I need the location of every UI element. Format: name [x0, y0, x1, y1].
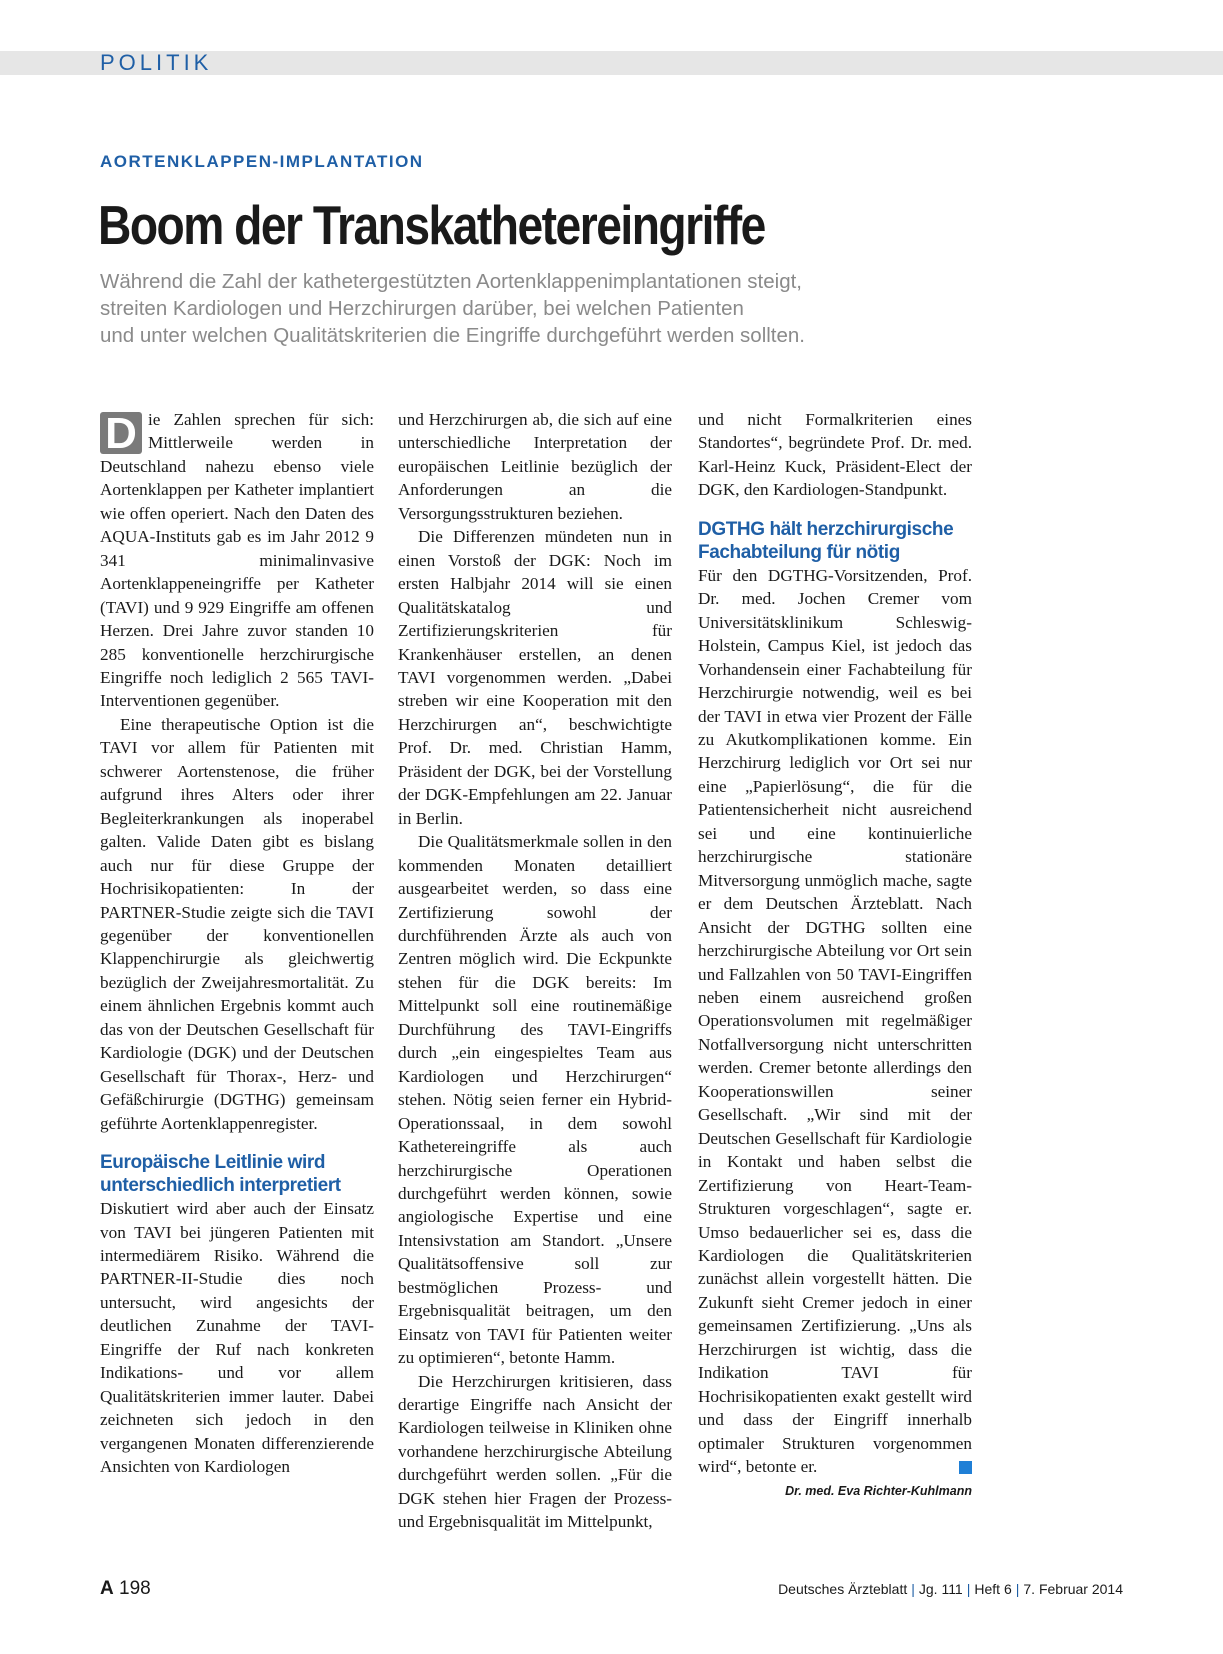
lede-line: und unter welchen Qualitätskriterien die Eingriffe durchgeführt werden sollten.	[100, 324, 805, 347]
paragraph: Diskutiert wird aber auch der Einsatz von TAVI bei jüngeren Patienten mit intermediärem Risiko. Während die PARTNER-II-Studie dies noch untersucht, wird angesichts der deutlichen Zunahme der TAVI-Eingriffe der Ruf nach konkreten Indikations- und vor allem Qualitätskriterien immer lauter. Dabei zeichneten sich jedoch in den vergangenen Monaten differenzierende Ansichten von Kardiologen	[100, 1199, 374, 1477]
kicker: AORTENKLAPPEN-IMPLANTATION	[100, 152, 424, 171]
section-label: POLITIK	[100, 50, 213, 75]
column-2	[398, 408, 672, 1534]
paragraph: Für den DGTHG-Vorsitzenden, Prof. Dr. med. Jochen Cremer vom Universitätsklinikum Schleswig-Holstein, Campus Kiel, ist jedoch das Vorhandensein einer Fachabteilung für Herzchirurgie notwendig, weil es bei der TAVI in etwa vier Prozent der Fälle zu Akutkomplikationen komme. Ein Herzchirurg lediglich vor Ort sei nur eine „Papierlösung“, die für die Patientensicherheit nicht ausreichend sei und eine kontinuierliche herzchirurgische stationäre Mitversorgung unmöglich mache, sagte er dem Deutschen Ärzteblatt. Nach Ansicht der DGTHG sollten eine herzchirurgische Abteilung vor Ort sein und Fallzahlen von 50 TAVI-Eingriffen neben einem ausreichend großen Operationsvolumen mit regelmäßiger Notfallversorgung nicht unterschritten werden. Cremer betonte allerdings den Kooperationswillen seiner Gesellschaft. „Wir sind mit der Deutschen Gesellschaft für Kardiologie in Kontakt und haben selbst die Zertifizierung von Heart-Team-Strukturen vorgeschlagen“, sagte er. Umso bedauerlicher sei es, dass die Kardiologen die Qualitätskriterien zunächst allein vorgestellt hätten. Die Zukunft sieht Cremer jedoch in einer gemeinsamen Zertifizierung. „Uns als Herzchirurgen ist wichtig, dass die Indikation TAVI für Hochrisikopatienten exakt gestellt wird und dass der Eingriff innerhalb optimaler Strukturen vorgenommen wird“, betonte er.	[698, 565, 972, 1477]
volume: Jg. 111	[918, 1581, 963, 1597]
paragraph: Die Herzchirurgen kritisieren, dass derartige Eingriffe nach Ansicht der Kardiologen teilweise in Kliniken ohne vorhandene herzchirurgische Abteilung durchgeführt werden sollen. „Für die DGK stehen hier Fragen der Prozess- und Ergebnisqualität im Mittelpunkt,	[398, 1371, 672, 1532]
paragraph: Die Differenzen mündeten nun in einen Vorstoß der DGK: Noch im ersten Halbjahr 2014 will sie einen Qualitätskatalog und Zertifizierungskriterien für Krankenhäuser erstellen, an denen TAVI vorgenommen werden. „Dabei streben wir eine Kooperation mit den Herzchirurgen an“, beschwichtigte Prof. Dr. med. Christian Hamm, Präsident der DGK, bei der Vorstellung der DGK-Empfehlungen am 22. Januar in Berlin.	[398, 527, 672, 828]
subheading: Europäische Leitlinie wird unterschiedlich interpretiert	[100, 1152, 341, 1197]
paragraph: D ie Zahlen sprechen für sich: Mittlerweile werden in Deutschland nahezu ebenso viele Aortenklappen per Katheter implantiert wie offen operiert. Nach den Daten des AQUA-Instituts gab es im Jahr 2012 9 341 minimalinvasive Aortenklappeneingriffe per Katheter (TAVI) und 9 929 Eingriffe am offenen Herzen. Drei Jahre zuvor standen 10 285 konventionelle herzchirurgische Eingriffe noch lediglich 2 565 TAVI-Interventionen gegenüber.	[100, 409, 374, 711]
headline: Boom der Transkathetereingriffe	[98, 194, 765, 256]
issue: Heft 6	[974, 1581, 1012, 1597]
page-number: A 198	[100, 1578, 151, 1599]
journal-footer: Deutsches Ärzteblatt | Jg. 111 | Heft 6 | 7. Februar 2014	[778, 1581, 1123, 1597]
journal-name: Deutsches Ärzteblatt	[778, 1581, 908, 1597]
lede-line: Während die Zahl der kathetergestützten Aortenklappenimplantationen steigt,	[100, 270, 802, 293]
author-byline: Dr. med. Eva Richter-Kuhlmann	[785, 1484, 972, 1499]
paragraph: und Herzchirurgen ab, die sich auf eine unterschiedliche Interpretation der europäischen Leitlinie bezüglich der Anforderungen an die Versorgungsstrukturen beziehen.	[398, 410, 672, 523]
column-3	[698, 408, 972, 1502]
date: 7. Februar 2014	[1023, 1581, 1123, 1597]
paragraph: Eine therapeutische Option ist die TAVI vor allem für Patienten mit schwerer Aortenstenose, die früher aufgrund ihres Alters oder ihrer Begleiterkrankungen als inoperabel galten. Valide Daten gibt es bislang auch nur für diese Gruppe der Hochrisikopatienten: In der PARTNER-Studie zeigte sich die TAVI gegenüber der konventionellen Klappenchirurgie als gleichwertig bezüglich der Zweijahresmortalität. Zu einem ähnlichen Ergebnis kommt auch das von der Deutschen Gesellschaft für Kardiologie (DGK) und der Deutschen Gesellschaft für Thorax-, Herz- und Gefäßchirurgie (DGTHG) gemeinsam geführte Aortenklappenregister.	[100, 714, 374, 1133]
paragraph: und nicht Formalkriterien eines Standortes“, begründete Prof. Dr. med. Karl-Heinz Kuck, Präsident-Elect der DGK, den Kardiologen-Standpunkt.	[698, 410, 972, 500]
drop-cap: D	[100, 412, 142, 454]
subheading: DGTHG hält herzchirurgische Fachabteilung für nötig	[698, 518, 954, 563]
lede	[100, 268, 980, 349]
lede-line: streiten Kardiologen und Herzchirurgen darüber, bei welchen Patienten	[100, 297, 744, 320]
end-mark-icon	[959, 1461, 972, 1474]
paragraph: Die Qualitätsmerkmale sollen in den kommenden Monaten detailliert ausgearbeitet werden, so dass eine Zertifizierung sowohl der durchführenden Ärzte als auch von Zentren möglich wird. Die Eckpunkte stehen für die DGK bereits: Im Mittelpunkt soll eine routinemäßige Durchführung des TAVI-Eingriffs durch „ein eingespieltes Team aus Kardiologen und Herzchirurgen“ stehen. Nötig seien ferner ein Hybrid-Operationssaal, in dem sowohl Kathetereingriffe als auch herzchirurgische Operationen durchgeführt werden können, sowie angiologische Expertise und eine Intensivstation am Standort. „Unsere Qualitätsoffensive soll zur bestmöglichen Prozess- und Ergebnisqualität beitragen, um den Einsatz von TAVI für Patienten weiter zu optimieren“, betonte Hamm.	[398, 832, 672, 1368]
column-1	[100, 408, 374, 1478]
